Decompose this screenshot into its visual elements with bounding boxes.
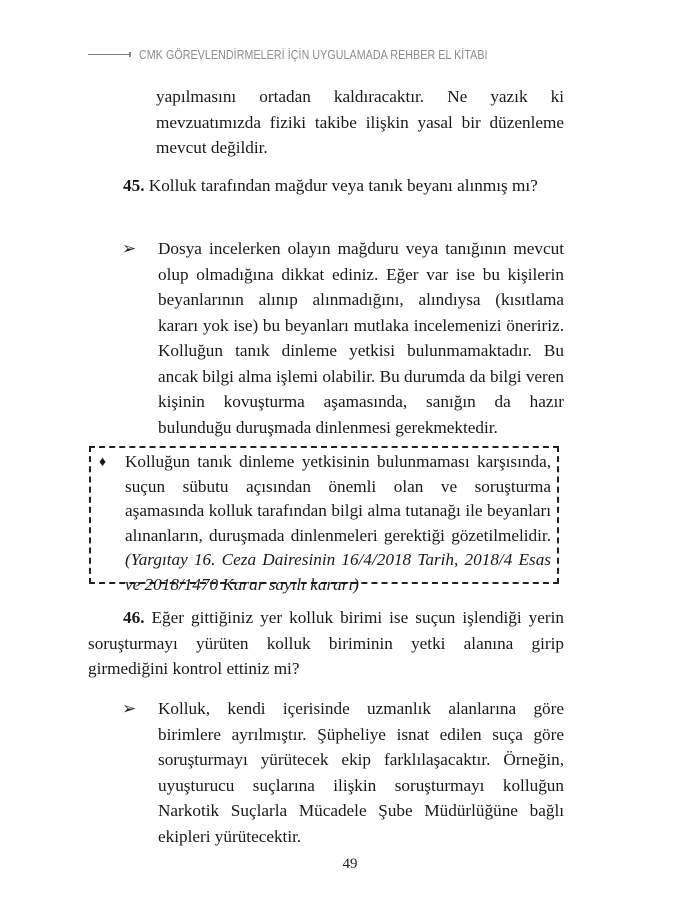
arrow-right-icon: ➢ bbox=[122, 699, 137, 718]
question-text: Eğer gittiğiniz yer kolluk birimi ise suçun işlendiği yerin soruşturmayı yürüten kolluk biriminin yetki alanına girip girmediğini kontrol ettiniz mi? bbox=[88, 608, 564, 678]
question-text: Kolluk tarafından mağdur veya tanık beyanı alınmış mı? bbox=[148, 176, 538, 195]
answer-46 bbox=[120, 696, 564, 849]
case-law-note-box bbox=[89, 446, 559, 594]
question-46 bbox=[88, 605, 564, 682]
page-number: 49 bbox=[342, 856, 358, 872]
note-text: Kolluğun tanık dinleme yetkisinin bulunmaması karşısında, suçun sübutu açısından önemli olan ve soruşturma aşamasında kolluk tarafından bilgi alma tutanağı ile beyanları alınanların, duruşmada dinlenmeleri gerektiği gözetilmelidir. bbox=[125, 452, 551, 545]
answer-text: Kolluk, kendi içerisinde uzmanlık alanlarına göre birimlere ayrılmıştır. Şüpheliye isnat edilen suça göre soruşturmayı yürütecek ekip farklılaşacaktır. Örneğin, uyuşturucu suçlarına ilişkin soruşturmayı kolluğun Narkotik Suçlarla Mücadele Şube Müdürlüğüne bağlı ekipleri yürütecektir. bbox=[158, 699, 564, 846]
note-content bbox=[125, 450, 551, 594]
continuation-paragraph: yapılmasını ortadan kaldıracaktır. Ne yazık ki mevzuatımızda fiziki takibe ilişkin yasal bir düzenleme mevcut değildir. bbox=[156, 87, 564, 157]
header-square-marker bbox=[129, 52, 131, 57]
question-number: 45. bbox=[123, 176, 145, 195]
answer-45 bbox=[120, 236, 564, 440]
arrow-right-icon: ➢ bbox=[122, 239, 137, 258]
court-citation: (Yargıtay 16. Ceza Dairesinin 16/4/2018 Tarih, 2018/4 Esas ve 2018/1470 Karar sayılı kararı) bbox=[125, 550, 551, 594]
running-header bbox=[88, 44, 564, 64]
book-title: CMK GÖREVLENDİRMELERİ İÇİN UYGULAMADA REHBER EL KİTABI bbox=[138, 46, 488, 62]
diamond-icon: ♦ bbox=[99, 455, 107, 470]
question-45 bbox=[88, 173, 564, 199]
answer-text: Dosya incelerken olayın mağduru veya tanığının mevcut olup olmadığına dikkat ediniz. Eğer var ise bu kişilerin beyanlarının alınıp alınmadığını, alındıysa (kısıtlama kararı yok ise) bu beyanları mutlaka incelemenizi öneririz. Kolluğun tanık dinleme yetkisi bulunmamaktadır. Bu ancak bilgi alma işlemi olabilir. Bu durumda da bilgi veren kişinin kovuşturma aşamasında, sanığın da hazır bulunduğu duruşmada dinlenmesi gerekmektedir. bbox=[158, 239, 564, 437]
question-number: 46. bbox=[123, 608, 145, 627]
header-rule bbox=[88, 54, 129, 55]
